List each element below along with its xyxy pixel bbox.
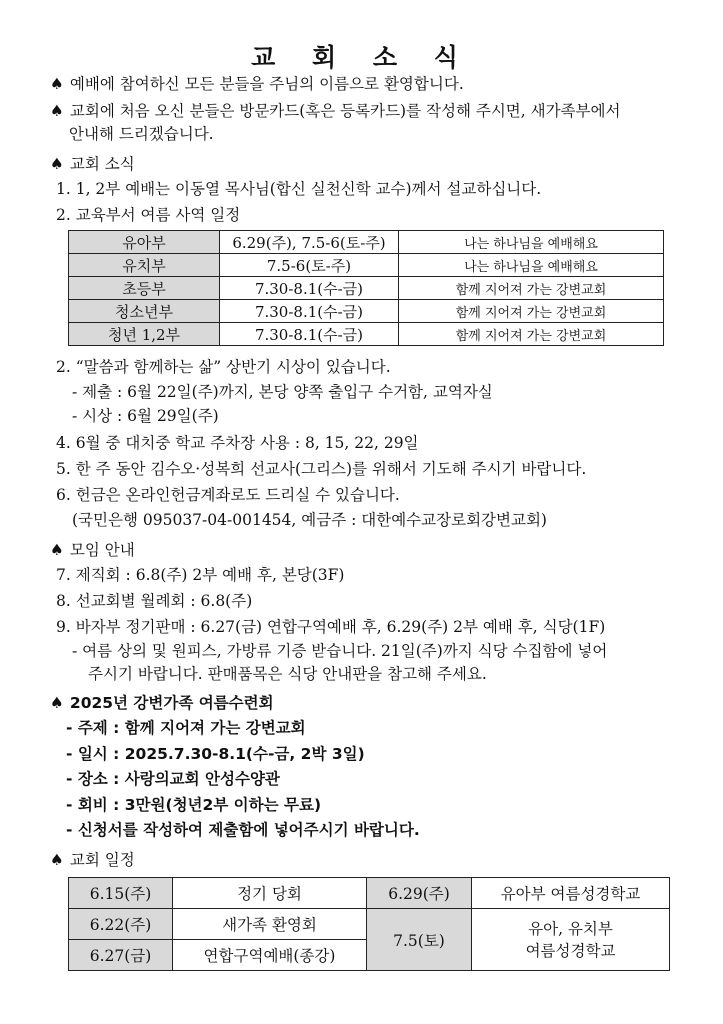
retreat-date: - 일시 : 2025.7.30-8.1(수-금, 2박 3일) xyxy=(66,745,365,763)
news-item-1: 1. 1, 2부 예배는 이동열 목사님(합신 실천신학 교수)께서 설교하십니다. xyxy=(56,180,542,198)
date-cell: 7.5-6(토-주) xyxy=(220,254,399,277)
meeting-item-7: 7. 제직회 : 6.8(주) 2부 예배 후, 본당(3F) xyxy=(56,566,345,584)
meeting-heading-text: 모임 안내 xyxy=(69,541,135,559)
calendar-heading xyxy=(50,850,135,870)
spade-icon: ♠ xyxy=(50,694,64,712)
meeting-heading xyxy=(50,540,135,560)
event-cell: 정기 당회 xyxy=(173,878,367,909)
meeting-item-9: 9. 바자부 정기판매 : 6.27(금) 연합구역예배 후, 6.29(주) 2부 예배 후, 식당(1F) xyxy=(56,618,606,636)
welcome-line-1 xyxy=(50,74,464,94)
spade-icon: ♠ xyxy=(50,102,64,120)
dept-cell: 유치부 xyxy=(69,254,220,277)
table-row xyxy=(69,231,664,254)
news-item-4: 4. 6월 중 대치중 학교 주차장 사용 : 8, 15, 22, 29일 xyxy=(56,434,419,452)
event-cell: 유아부 여름성경학교 xyxy=(472,878,670,909)
theme-cell: 나는 하나님을 예배해요 xyxy=(399,254,664,277)
news-item-6-account: (국민은행 095037-04-001454, 예금주 : 대한예수교장로회강변교회) xyxy=(72,511,547,529)
event-cell: 새가족 환영회 xyxy=(173,909,367,940)
welcome-line-2 xyxy=(50,101,620,121)
spade-icon: ♠ xyxy=(50,541,64,559)
spade-icon: ♠ xyxy=(50,75,64,93)
news-item-2: 2. 교육부서 여름 사역 일정 xyxy=(56,206,241,224)
date-cell: 7.30-8.1(수-금) xyxy=(220,323,399,346)
retreat-heading xyxy=(50,693,274,713)
date-cell: 7.5(토) xyxy=(367,909,472,971)
news-heading-text: 교회 소식 xyxy=(69,155,135,173)
date-cell: 7.30-8.1(수-금) xyxy=(220,300,399,323)
theme-cell: 함께 지어져 가는 강변교회 xyxy=(399,300,664,323)
date-cell: 6.27(금) xyxy=(69,940,173,971)
table-row xyxy=(69,300,664,323)
date-cell: 6.29(주) xyxy=(367,878,472,909)
table-row xyxy=(69,878,670,909)
news-item-3-submit: - 제출 : 6월 22일(주)까지, 본당 양쪽 출입구 수거함, 교역자실 xyxy=(72,383,493,401)
date-cell: 6.15(주) xyxy=(69,878,173,909)
calendar-heading-text: 교회 일정 xyxy=(69,851,135,869)
news-item-6: 6. 헌금은 온라인헌금계좌로도 드리실 수 있습니다. xyxy=(56,486,400,504)
news-item-5: 5. 한 주 동안 김수오·성복희 선교사(그리스)를 위해서 기도해 주시기 바랍니다. xyxy=(56,460,587,478)
education-schedule-table xyxy=(68,230,664,346)
welcome-text-3: 안내해 드리겠습니다. xyxy=(69,125,214,143)
date-cell: 6.29(주), 7.5-6(토-주) xyxy=(220,231,399,254)
date-cell: 6.22(주) xyxy=(69,909,173,940)
retreat-heading-text: 2025년 강변가족 여름수련회 xyxy=(69,694,274,712)
church-calendar-table xyxy=(68,877,670,971)
event-line-1: 유아, 유치부 xyxy=(528,919,613,938)
theme-cell: 함께 지어져 가는 강변교회 xyxy=(399,323,664,346)
dept-cell: 청년 1,2부 xyxy=(69,323,220,346)
dept-cell: 청소년부 xyxy=(69,300,220,323)
theme-cell: 나는 하나님을 예배해요 xyxy=(399,231,664,254)
theme-cell: 함께 지어져 가는 강변교회 xyxy=(399,277,664,300)
retreat-place: - 장소 : 사랑의교회 안성수양관 xyxy=(66,770,280,788)
retreat-apply: - 신청서를 작성하여 제출함에 넣어주시기 바랍니다. xyxy=(66,821,420,839)
meeting-item-9-note-2: 주시기 바랍니다. 판매품목은 식당 안내판을 참고해 주세요. xyxy=(88,665,487,683)
event-cell xyxy=(472,909,670,971)
event-line-2: 여름성경학교 xyxy=(525,941,616,960)
welcome-text-2: 교회에 처음 오신 분들은 방문카드(혹은 등록카드)를 작성해 주시면, 새가족부에서 xyxy=(69,102,621,120)
dept-cell: 유아부 xyxy=(69,231,220,254)
meeting-item-9-note: - 여름 상의 및 원피스, 가방류 기증 받습니다. 21일(주)까지 식당 수집함에 넣어 xyxy=(72,642,608,660)
date-cell: 7.30-8.1(수-금) xyxy=(220,277,399,300)
retreat-fee: - 회비 : 3만원(청년2부 이하는 무료) xyxy=(66,796,322,814)
table-row xyxy=(69,254,664,277)
page-title: 교 회 소 식 xyxy=(251,43,472,72)
news-item-3-award: - 시상 : 6월 29일(주) xyxy=(72,407,219,425)
table-row xyxy=(69,323,664,346)
spade-icon: ♠ xyxy=(50,851,64,869)
event-cell: 연합구역예배(종강) xyxy=(173,940,367,971)
welcome-text-1: 예배에 참여하신 모든 분들을 주님의 이름으로 환영합니다. xyxy=(69,75,464,93)
table-row xyxy=(69,277,664,300)
retreat-theme: - 주제 : 함께 지어져 가는 강변교회 xyxy=(66,719,306,737)
table-row xyxy=(69,909,670,940)
news-item-3: 2. “말씀과 함께하는 삶” 상반기 시상이 있습니다. xyxy=(56,358,391,376)
news-heading xyxy=(50,154,135,174)
meeting-item-8: 8. 선교회별 월례회 : 6.8(주) xyxy=(56,592,253,610)
spade-icon: ♠ xyxy=(50,155,64,173)
dept-cell: 초등부 xyxy=(69,277,220,300)
